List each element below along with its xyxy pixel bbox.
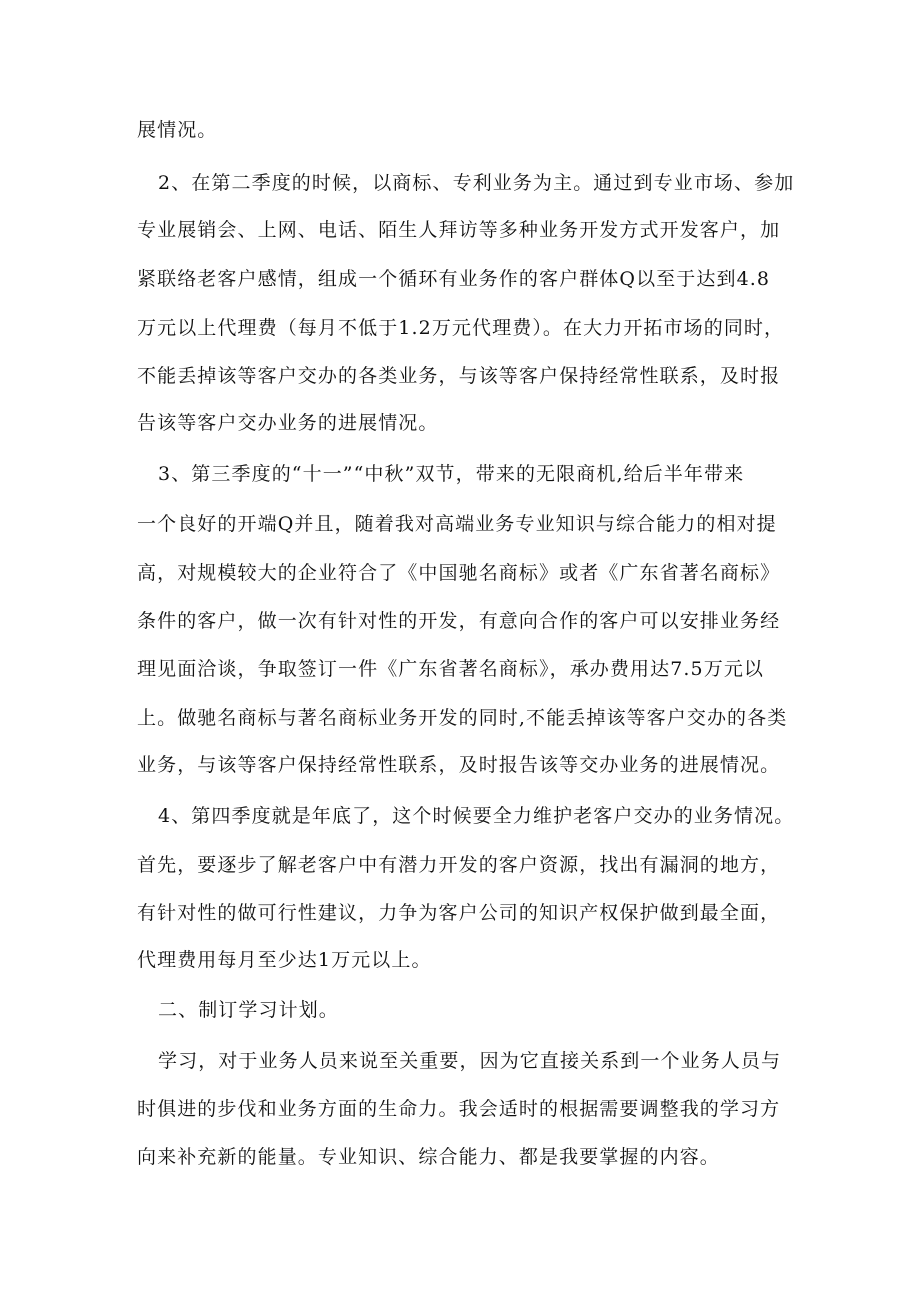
text-line: 专业展销会、上网、电话、陌生人拜访等多种业务开发方式开发客户，加	[137, 219, 781, 241]
text-line: 高，对规模较大的企业符合了《中国驰名商标》或者《广东省著名商标》	[137, 562, 781, 584]
paragraph-study-line: 学习，对于业务人员来说至关重要，因为它直接关系到一个业务人员与	[158, 1050, 782, 1072]
section-heading: 二、制订学习计划。	[158, 999, 339, 1021]
text-line: 业务，与该等客户保持经常性联系，及时报告该等交办业务的进展情况。	[137, 754, 781, 776]
paragraph-3-line: 3、第三季度的“十一”“中秋”双节，带来的无限商机,给后半年带来	[158, 463, 745, 485]
text-line: 向来补充新的能量。专业知识、综合能力、都是我要掌握的内容。	[137, 1146, 720, 1168]
text-line: 理见面洽谈，争取签订一件《广东省著名商标》，承办费用达7.5万元以	[137, 658, 765, 680]
text-line: 代理费用每月至少达1万元以上。	[137, 949, 432, 971]
text-line: 上。做驰名商标与著名商标业务开发的同时,不能丢掉该等客户交办的各类	[137, 707, 788, 729]
text-line: 有针对性的做可行性建议，力争为客户公司的知识产权保护做到最全面，	[137, 902, 781, 924]
text-line: 一个良好的开端Q并且，随着我对高端业务专业知识与综合能力的相对提	[137, 513, 777, 535]
paragraph-2-line: 2、在第二季度的时候，以商标、专利业务为主。通过到专业市场、参加	[158, 172, 795, 194]
text-line: 时俱进的步伐和业务方面的生命力。我会适时的根据需要调整我的学习方	[137, 1098, 781, 1120]
text-line: 万元以上代理费（每月不低于1.2万元代理费）。在大力开拓市场的同时，	[137, 317, 785, 339]
text-line: 不能丢掉该等客户交办的各类业务，与该等客户保持经常性联系，及时报	[137, 365, 781, 387]
paragraph-4-line: 4、第四季度就是年底了，这个时候要全力维护老客户交办的业务情况。	[158, 805, 795, 827]
text-line: 告该等客户交办业务的进展情况。	[137, 412, 439, 434]
text-line: 条件的客户，做一次有针对性的开发，有意向合作的客户可以安排业务经	[137, 610, 781, 632]
text-line: 展情况。	[137, 119, 218, 141]
text-line: 紧联络老客户感情，组成一个循环有业务作的客户群体Q以至于达到4.8	[137, 268, 771, 290]
text-line: 首先，要逐步了解老客户中有潜力开发的客户资源，找出有漏洞的地方，	[137, 854, 781, 876]
